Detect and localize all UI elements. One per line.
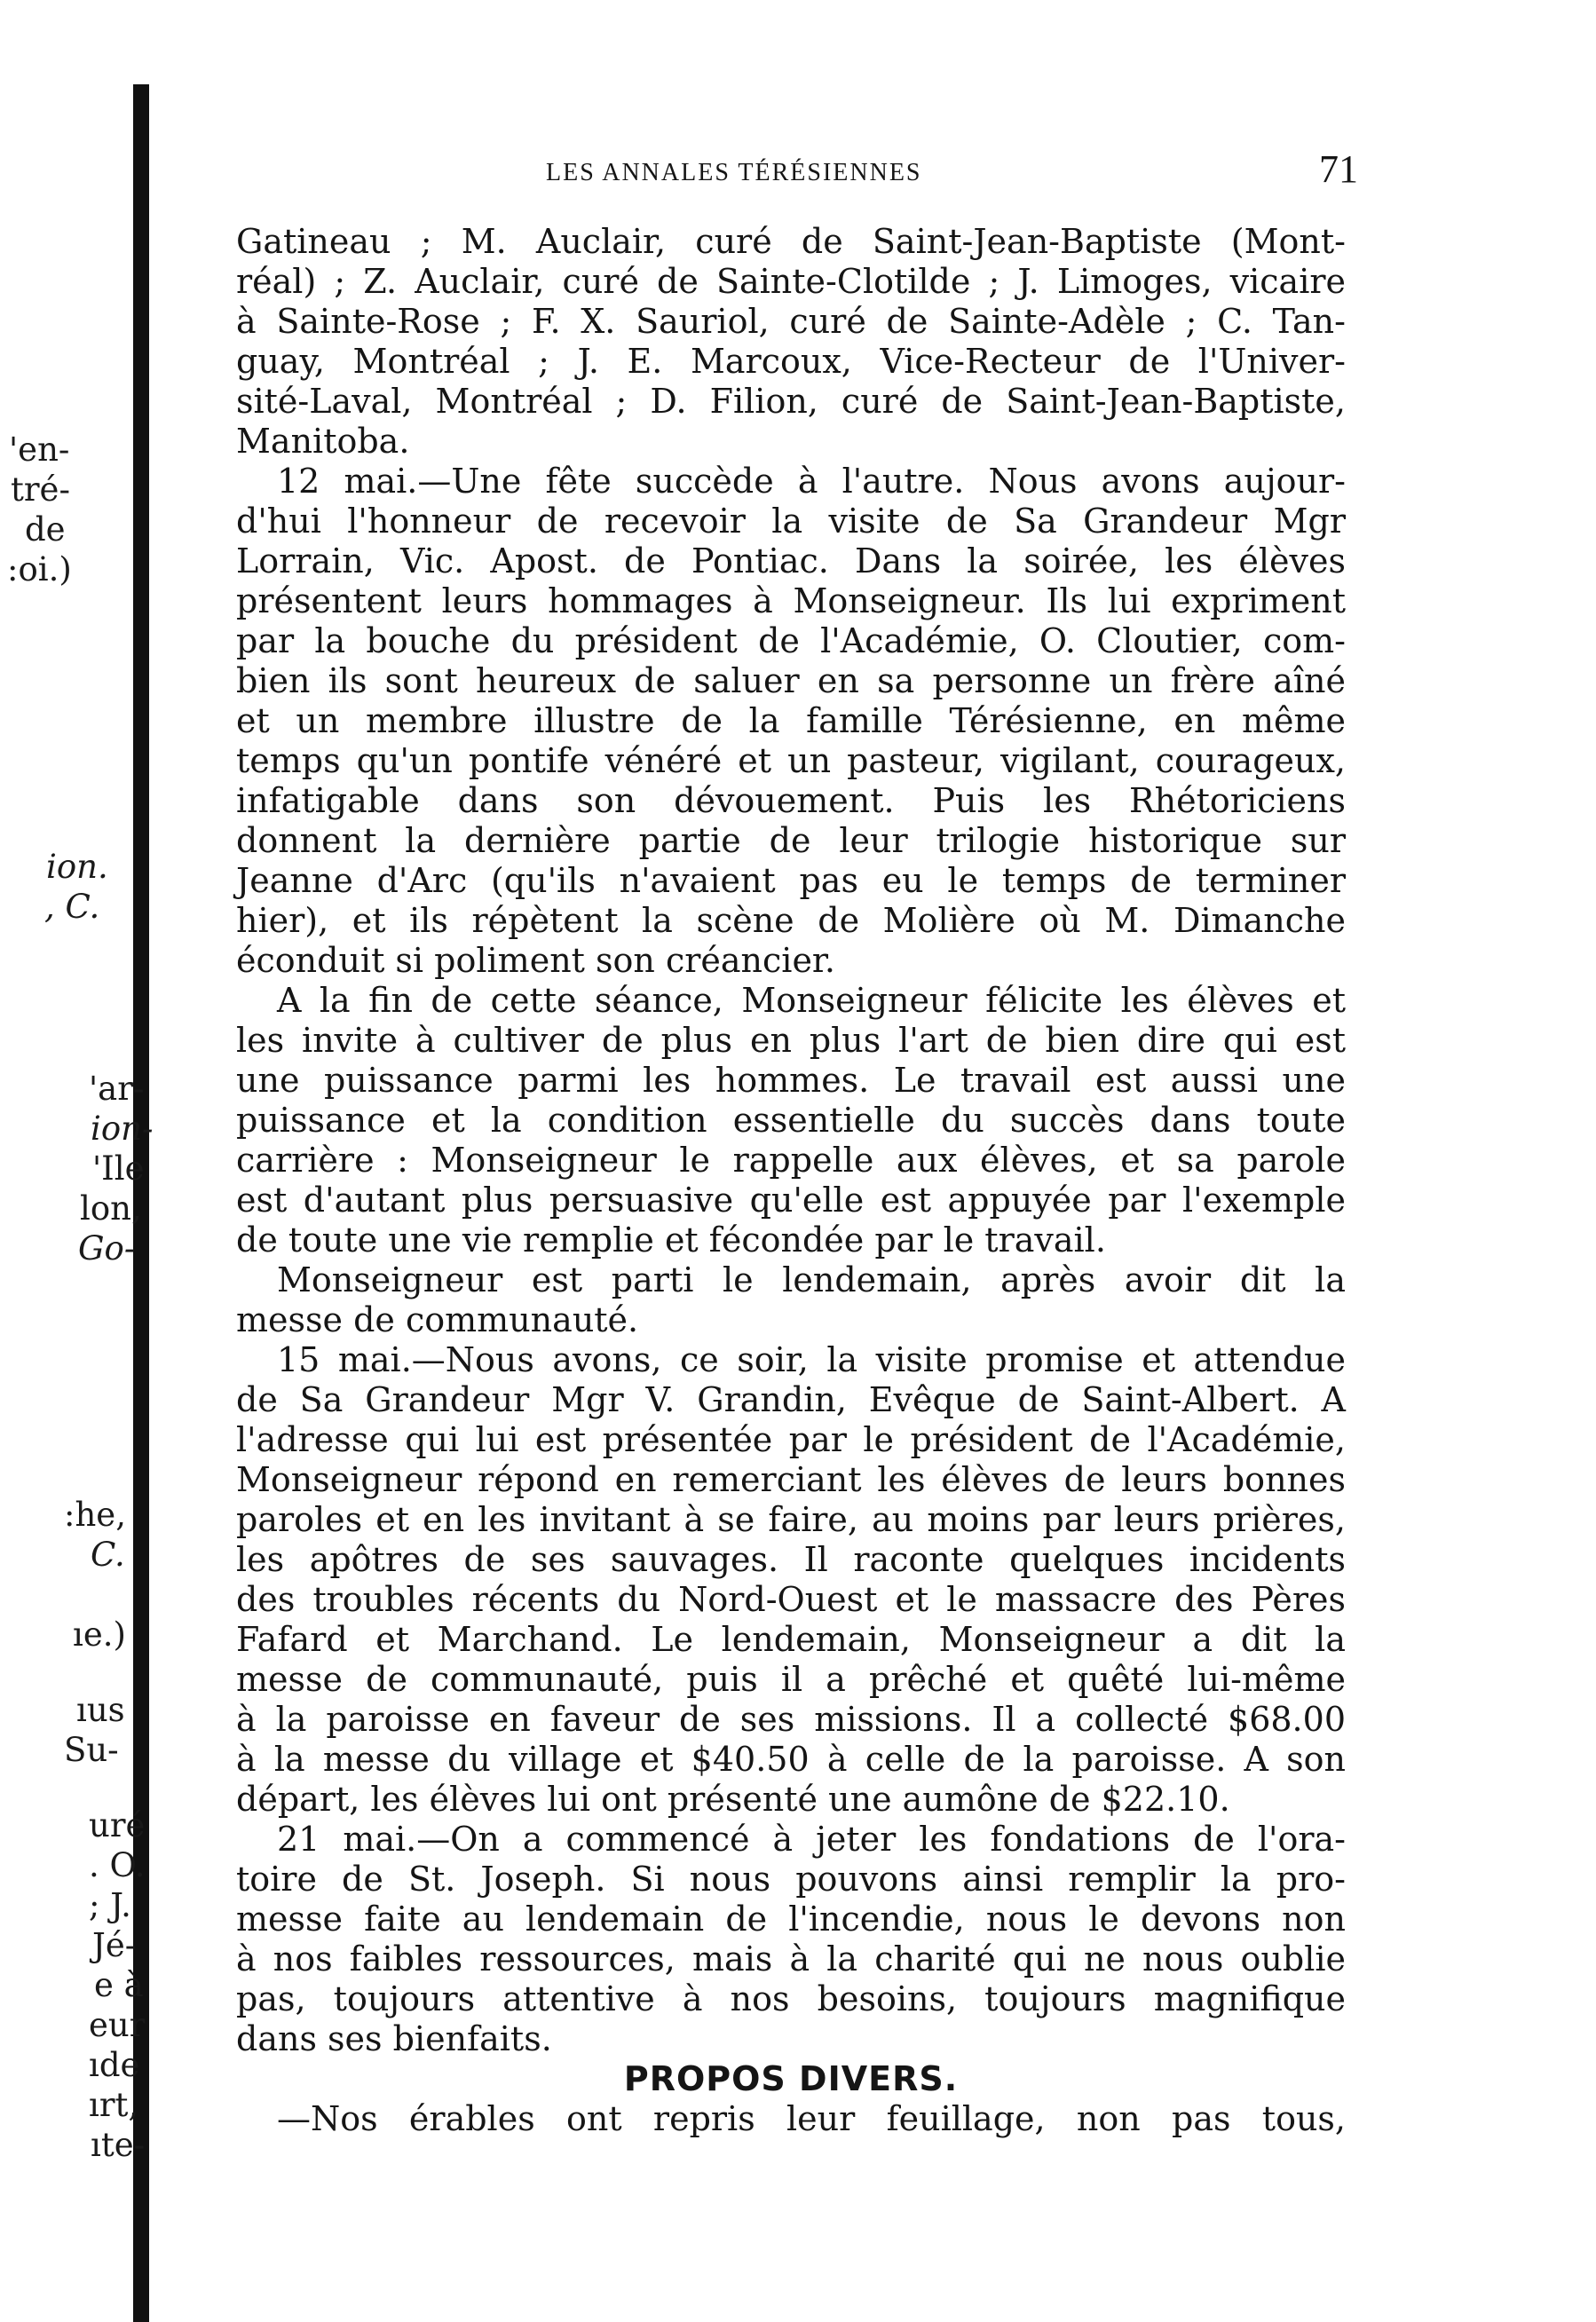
text-line: 12 mai.—Une fête succède à l'autre. Nous avons aujour- — [277, 462, 1346, 501]
margin-fragment: :oi.) — [7, 550, 72, 588]
margin-fragment: ion. — [46, 848, 108, 886]
text-line: sité-Laval, Montréal ; D. Filion, curé de Saint-Jean-Baptiste, — [236, 382, 1346, 421]
margin-fragment: Go- — [78, 1229, 136, 1268]
margin-fragment: lon, — [80, 1189, 142, 1228]
text-line: bien ils sont heureux de saluer en sa personne un frère aîné — [236, 661, 1346, 700]
page-header — [240, 138, 1358, 191]
margin-fragment: ; J. — [89, 1886, 131, 1924]
text-line: est d'autant plus persuasive qu'elle est appuyée par l'exemple — [236, 1181, 1346, 1220]
text-line: dans ses bienfaits. — [236, 2019, 552, 2058]
text-line: Gatineau ; M. Auclair, curé de Saint-Jean-Baptiste (Mont- — [236, 222, 1346, 261]
text-line: Jeanne d'Arc (qu'ils n'avaient pas eu le temps de terminer — [236, 861, 1346, 900]
text-line: messe faite au lendemain de l'incendie, nous le devons non — [236, 1899, 1346, 1939]
text-line: temps qu'un pontife vénéré et un pasteur, vigilant, courageux, — [236, 741, 1346, 780]
text-line: Monseigneur répond en remerciant les élèves de leurs bonnes — [236, 1460, 1346, 1499]
margin-fragment: eur — [89, 2006, 146, 2044]
text-line: —Nos érables ont repris leur feuillage, non pas tous, — [277, 2099, 1346, 2138]
margin-fragment: e à — [94, 1966, 144, 2004]
text-line: 15 mai.—Nous avons, ce soir, la visite promise et attendue — [277, 1340, 1346, 1379]
text-line: de toute une vie remplie et fécondée par le travail. — [236, 1220, 1106, 1260]
margin-fragment: Jé- — [92, 1926, 137, 1964]
text-line: départ, les élèves lui ont présenté une aumône de $22.10. — [236, 1780, 1230, 1819]
text-line: paroles et en les invitant à se faire, au moins par leurs prières, — [236, 1500, 1346, 1539]
text-line: 21 mai.—On a commencé à jeter les fondations de l'ora- — [277, 1820, 1346, 1859]
margin-fragment: ıe.) — [73, 1615, 126, 1654]
text-line: éconduit si poliment son créancier. — [236, 941, 836, 980]
text-line: des troubles récents du Nord-Ouest et le massacre des Pères — [236, 1580, 1346, 1619]
margin-fragment: Su- — [64, 1731, 119, 1769]
running-head: LES ANNALES TÉRÉSIENNES — [546, 159, 922, 186]
text-line: par la bouche du président de l'Académie, O. Cloutier, com- — [236, 621, 1346, 660]
margin-fragment: :he, — [64, 1496, 126, 1534]
text-line: Lorrain, Vic. Apost. de Pontiac. Dans la soirée, les élèves — [236, 541, 1346, 580]
margin-fragment: ıde — [89, 2046, 140, 2084]
text-line: Fafard et Marchand. Le lendemain, Monseigneur a dit la — [236, 1620, 1346, 1659]
margin-fragment: ıus — [76, 1691, 125, 1729]
text-line: hier), et ils répètent la scène de Molière où M. Dimanche — [236, 901, 1346, 940]
margin-fragment: de — [25, 510, 66, 549]
facing-page-fragments — [0, 0, 154, 2322]
margin-fragment: ırt, — [89, 2086, 139, 2124]
section-heading: PROPOS DIVERS. — [623, 2059, 959, 2098]
margin-fragment: , C. — [44, 888, 100, 926]
text-line: pas, toujours attentive à nos besoins, toujours magnifique — [236, 1979, 1346, 2018]
body-text — [236, 222, 1346, 2139]
text-line: réal) ; Z. Auclair, curé de Sainte-Clotilde ; J. Limoges, vicaire — [236, 262, 1346, 301]
text-line: puissance et la condition essentielle du succès dans toute — [236, 1101, 1346, 1140]
text-line: à Sainte-Rose ; F. X. Sauriol, curé de Sainte-Adèle ; C. Tan- — [236, 302, 1346, 341]
text-line: donnent la dernière partie de leur trilogie historique sur — [236, 821, 1346, 860]
text-line: messe de communauté, puis il a prêché et quêté lui-même — [236, 1660, 1346, 1699]
text-line: les apôtres de ses sauvages. Il raconte quelques incidents — [236, 1540, 1346, 1579]
text-line: infatigable dans son dévouement. Puis les Rhétoriciens — [236, 781, 1346, 820]
text-line: carrière : Monseigneur le rappelle aux élèves, et sa parole — [236, 1141, 1346, 1180]
margin-fragment: uré — [89, 1806, 146, 1844]
text-line: à nos faibles ressources, mais à la charité qui ne nous oublie — [236, 1939, 1346, 1978]
margin-fragment: 'ar- — [89, 1070, 145, 1108]
margin-fragment: . O. — [89, 1846, 146, 1884]
margin-fragment: C. — [91, 1536, 125, 1574]
margin-fragment: ıte- — [91, 2126, 146, 2164]
margin-fragment: ion- — [91, 1110, 154, 1148]
text-line: messe de communauté. — [236, 1300, 639, 1339]
margin-fragment: tré- — [11, 470, 70, 509]
text-line: guay, Montréal ; J. E. Marcoux, Vice-Recteur de l'Univer- — [236, 342, 1346, 381]
page-number: 71 — [1319, 147, 1358, 191]
text-line: les invite à cultiver de plus en plus l'art de bien dire qui est — [236, 1021, 1346, 1060]
text-line: présentent leurs hommages à Monseigneur. Ils lui expriment — [236, 581, 1346, 620]
text-line: toire de St. Joseph. Si nous pouvons ainsi remplir la pro- — [236, 1860, 1346, 1899]
text-line: Manitoba. — [236, 422, 410, 461]
text-line: une puissance parmi les hommes. Le travail est aussi une — [236, 1061, 1346, 1100]
text-line: Monseigneur est parti le lendemain, après avoir dit la — [277, 1260, 1346, 1299]
text-line: à la paroisse en faveur de ses missions. Il a collecté $68.00 — [236, 1700, 1346, 1739]
margin-fragment: 'Ile — [92, 1149, 145, 1188]
text-line: et un membre illustre de la famille Térésienne, en même — [236, 701, 1346, 740]
margin-fragment: 'en- — [9, 430, 70, 469]
text-line: l'adresse qui lui est présentée par le président de l'Académie, — [236, 1420, 1346, 1459]
text-line: à la messe du village et $40.50 à celle de la paroisse. A son — [236, 1740, 1346, 1779]
text-line: de Sa Grandeur Mgr V. Grandin, Evêque de Saint-Albert. A — [236, 1380, 1346, 1419]
text-line: d'hui l'honneur de recevoir la visite de Sa Grandeur Mgr — [236, 502, 1346, 541]
text-line: A la fin de cette séance, Monseigneur félicite les élèves et — [277, 981, 1346, 1020]
